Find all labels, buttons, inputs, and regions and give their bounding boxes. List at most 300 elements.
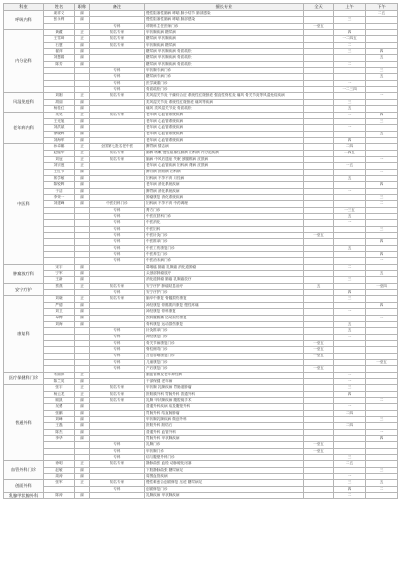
morning-cell: 一 <box>334 309 366 315</box>
afternoon-cell: 四 <box>366 436 398 442</box>
morning-cell: 二四 <box>334 410 366 416</box>
doctor-title-cell: 正 <box>75 391 90 397</box>
doctor-title-cell: 正 <box>75 156 90 162</box>
doctor-name-cell: 陈锐辉 <box>44 182 75 188</box>
morning-cell: 三 <box>334 296 366 302</box>
afternoon-cell: 四 <box>366 239 398 245</box>
afternoon-cell: 三 <box>366 467 398 473</box>
specialty-cell: 中医皮肤科门诊 <box>145 214 304 220</box>
remark-cell: 专科 <box>90 80 145 86</box>
specialty-cell: 妇科病 不孕不育 月经病 <box>145 175 304 181</box>
doctor-name-cell: 孙卓娜 <box>44 144 75 150</box>
afternoon-cell: 五 <box>366 74 398 80</box>
morning-cell: 一 <box>334 378 366 384</box>
morning-cell: 一 <box>334 125 366 131</box>
all-day-cell: 五 <box>304 283 334 289</box>
all-day-cell: 一至五 <box>304 353 334 359</box>
specialty-cell: 乳腺 甲状腺疾病 腹腔镜手术 <box>145 397 304 403</box>
header-specialty: 擅长专业 <box>145 4 304 11</box>
doctor-title-cell: 副 <box>75 302 90 308</box>
specialty-cell: 下肢静脉曲张 糖尿病足 <box>145 467 304 473</box>
morning-cell: 三 <box>334 385 366 391</box>
specialty-cell: 类风湿关节炎 系统性红斑狼疮 痛风等疾病 <box>145 99 304 105</box>
specialty-cell: 慢性阻塞性肺病 哮喘 肺小结节 肺部感染 <box>145 11 304 17</box>
doctor-name-cell: 宁军 <box>44 271 75 277</box>
doctor-title-cell: 副 <box>75 61 90 67</box>
doctor-title-cell: 副 <box>75 99 90 105</box>
doctor-name-cell: 刘刚 <box>44 93 75 99</box>
header-morning: 上午 <box>334 4 366 11</box>
doctor-name-cell: 陈芳 <box>44 61 75 67</box>
doctor-name-cell: 胡丽 <box>44 99 75 105</box>
doctor-title-cell: 正 <box>75 461 90 467</box>
morning-cell: 五 <box>334 214 366 220</box>
specialty-cell: 创面修复门诊 <box>145 486 304 492</box>
afternoon-cell: 二 <box>366 315 398 321</box>
afternoon-cell: 一 <box>366 429 398 435</box>
doctor-title-cell: 正 <box>75 93 90 99</box>
remark-cell: 知名专家 <box>90 93 145 99</box>
specialty-cell: 鼻咽癌 肺癌 乳腺癌 消化道肿瘤 <box>145 264 304 270</box>
specialty-cell: 老年病 消化系统疾病 <box>145 182 304 188</box>
afternoon-cell: 四 <box>366 49 398 55</box>
doctor-name-cell: 李华 <box>44 436 75 442</box>
morning-cell: 四 <box>334 486 366 492</box>
morning-cell: 五 <box>334 106 366 112</box>
morning-cell: 二 <box>334 493 366 499</box>
doctor-name-cell: 王雪琦 <box>44 36 75 42</box>
specialty-cell: 疝与腹壁外科门诊 <box>145 455 304 461</box>
specialty-cell: 颈肩腰腿痛 运动损伤康复 <box>145 315 304 321</box>
doctor-title-cell: 副 <box>75 49 90 55</box>
morning-cell: 三 <box>334 277 366 283</box>
doctor-name-cell: 徐晓辉 <box>44 131 75 137</box>
all-day-cell <box>304 493 334 499</box>
morning-cell: 二四五 <box>334 150 366 156</box>
doctor-title-cell: 副 <box>75 423 90 429</box>
doctor-title-cell: 副 <box>75 397 90 403</box>
morning-cell: 一三五 <box>334 207 366 213</box>
doctor-name-cell: 张军 <box>44 480 75 486</box>
doctor-title-cell: 正 <box>75 150 90 156</box>
doctor-title-cell: 正 <box>75 163 90 169</box>
department-name: 安宁疗护 <box>4 283 44 296</box>
morning-cell: 四 <box>334 137 366 143</box>
remark-cell: 知名专家 <box>90 156 145 162</box>
doctor-name-cell: 周涛 <box>44 474 75 480</box>
specialty-cell: 胃肠外科 结直肠肿瘤 <box>145 410 304 416</box>
remark-cell: 中医妇科门诊 <box>90 201 145 207</box>
remark-cell: 专科 <box>90 207 145 213</box>
doctor-title-cell: 副 <box>75 188 90 194</box>
doctor-name-cell: 赵敏 <box>44 467 75 473</box>
afternoon-cell: 二 <box>366 201 398 207</box>
doctor-name-cell: 姜祥义 <box>44 11 75 17</box>
doctor-name-cell: 陈杰 <box>44 429 75 435</box>
doctor-name-cell: 陈涛 <box>44 493 75 499</box>
afternoon-cell: 四 <box>366 112 398 118</box>
morning-cell: 二 <box>334 372 366 378</box>
remark-cell: 专科 <box>90 328 145 334</box>
remark-cell: 专科 <box>90 68 145 74</box>
doctor-title-cell: 副 <box>75 125 90 131</box>
remark-cell: 全国第七批名老中医 <box>90 144 145 150</box>
afternoon-cell: 三 <box>366 194 398 200</box>
afternoon-cell: 一 <box>366 93 398 99</box>
doctor-name-cell: 刘冠 <box>44 156 75 162</box>
specialty-cell: 慢性阻塞性肺病 哮喘 肺部感染 <box>145 17 304 23</box>
specialty-cell: 中医推拿门诊 <box>145 239 304 245</box>
morning-cell: 五 <box>334 245 366 251</box>
doctor-title-cell: 副 <box>75 404 90 410</box>
afternoon-cell: 三 <box>366 118 398 124</box>
specialty-cell: 脊柱侧弯门诊 <box>145 347 304 353</box>
afternoon-cell: 二五 <box>366 11 398 17</box>
morning-cell: 一五 <box>334 163 366 169</box>
all-day-cell: 一至五 <box>304 442 334 448</box>
morning-cell: 四 <box>334 290 366 296</box>
specialty-cell: 老年病 心血管系统疾病 <box>145 131 304 137</box>
specialty-cell: 中医工伤康复门诊 <box>145 245 304 251</box>
specialty-cell: 肿瘤康复 消化系统疾病 <box>145 194 304 200</box>
afternoon-cell: 四 <box>366 252 398 258</box>
specialty-cell: 老年病 心血管系统疾病 <box>145 118 304 124</box>
specialty-cell: 中医针灸门诊 <box>145 233 304 239</box>
doctor-title-cell: 副 <box>75 55 90 61</box>
morning-cell: 二 <box>334 334 366 340</box>
doctor-title-cell: 正 <box>75 296 90 302</box>
remark-cell: 专科 <box>90 233 145 239</box>
afternoon-cell: 四 <box>366 182 398 188</box>
specialty-cell: 干部保健 老年病 <box>145 378 304 384</box>
specialty-cell: 乳腺门诊 <box>145 442 304 448</box>
doctor-name-cell: 刘卫 <box>44 309 75 315</box>
specialty-cell: 乳腺疾病 甲状腺疾病 <box>145 493 304 499</box>
doctor-name-cell: 刘海军 <box>44 137 75 143</box>
remark-cell: 知名专家 <box>90 296 145 302</box>
specialty-cell: 静脉曲张 血栓 动脉硬化闭塞 <box>145 461 304 467</box>
specialty-cell: 老年病 心血管系统疾病 <box>145 125 304 131</box>
doctor-title-cell: 副 <box>75 201 90 207</box>
all-day-cell: 一至五 <box>304 340 334 346</box>
specialty-cell: 骨质疏松门诊 <box>145 87 304 93</box>
doctor-name-cell: 刘慧娟 <box>44 55 75 61</box>
doctor-title-cell: 副 <box>75 271 90 277</box>
doctor-title-cell: 副 <box>75 378 90 384</box>
remark-cell: 专科 <box>90 486 145 492</box>
table-row <box>4 493 398 499</box>
doctor-name-cell: 吴昊 <box>44 112 75 118</box>
doctor-title-cell: 副 <box>75 106 90 112</box>
doctor-title-cell: 副 <box>75 264 90 270</box>
doctor-name-cell: 杨桂红 <box>44 106 75 112</box>
morning-cell: 一 <box>334 474 366 480</box>
department-name: 普通外科 <box>4 385 44 461</box>
afternoon-cell: 五 <box>366 55 398 61</box>
specialty-cell: 中医治未病门诊 <box>145 258 304 264</box>
morning-cell: 五 <box>334 328 366 334</box>
doctor-name-cell: 张永利 <box>44 17 75 23</box>
header-all-day: 全天 <box>304 4 334 11</box>
remark-cell: 专科 <box>90 87 145 93</box>
department-name: 创面外科 <box>4 480 44 493</box>
doctor-name-cell: 黄藏 <box>44 30 75 36</box>
specialty-cell: 周围血管疾病 <box>145 474 304 480</box>
doctor-title-cell: 副 <box>75 182 90 188</box>
specialty-cell: 甲状腺专病门诊 <box>145 68 304 74</box>
header-afternoon: 下午 <box>366 4 398 11</box>
afternoon-cell: 五 <box>366 131 398 137</box>
specialty-cell: 普通外科疾病 疝及腹壁外科 <box>145 404 304 410</box>
specialty-cell: 糖尿病专病门诊 <box>145 74 304 80</box>
doctor-name-cell: 刘宗莲 <box>44 163 75 169</box>
doctor-title-cell: 副 <box>75 309 90 315</box>
header-remark: 备注 <box>90 4 145 11</box>
doctor-title-cell: 副 <box>75 137 90 143</box>
doctor-name-cell: 王新 <box>44 277 75 283</box>
doctor-name-cell: 严德 <box>44 302 75 308</box>
remark-cell: 专科 <box>90 245 145 251</box>
doctor-title-cell: 正 <box>75 480 90 486</box>
department-name: 康复科 <box>4 296 44 372</box>
doctor-name-cell: 于洁 <box>44 188 75 194</box>
remark-cell: 专科 <box>90 214 145 220</box>
doctor-name-cell: 蔡燕 <box>44 283 75 289</box>
specialty-cell: 消化道肿瘤 肺癌 乳腺癌放疗 <box>145 277 304 283</box>
schedule-body <box>4 11 398 499</box>
doctor-title-cell: 副 <box>75 410 90 416</box>
morning-cell: 二 <box>334 264 366 270</box>
remark-cell: 专科 <box>90 74 145 80</box>
specialty-cell: 医学减重门诊 <box>145 80 304 86</box>
morning-cell: 二 <box>334 61 366 67</box>
all-day-cell: 一至五 <box>304 233 334 239</box>
specialty-cell: 骨科康复 运动损伤康复 <box>145 321 304 327</box>
morning-cell: 一二三四 <box>334 87 366 93</box>
afternoon-cell: 五 <box>366 271 398 277</box>
specialty-cell: 安宁疗护 肿瘤姑息治疗 <box>145 283 304 289</box>
all-day-cell: 一至五 <box>304 23 334 29</box>
specialty-cell: 膏方门诊 <box>145 207 304 213</box>
morning-cell: 一 <box>334 404 366 410</box>
specialty-cell: 呼吸科主任医师门诊 <box>145 23 304 29</box>
morning-cell: 四 <box>334 391 366 397</box>
specialty-cell: 慢性难愈合创面修复 压疮 糖尿病足 <box>145 480 304 486</box>
doctor-name-cell: 石慧 <box>44 42 75 48</box>
specialty-cell: 妇科病 不孕不育 中药调理 <box>145 201 304 207</box>
header-dept: 科室 <box>4 4 44 11</box>
specialty-cell: 儿童康复门诊 <box>145 359 304 365</box>
doctor-title-cell: 副 <box>75 493 90 499</box>
doctor-name-cell: 刘建峰 <box>44 201 75 207</box>
doctor-title-cell: 正 <box>75 283 90 289</box>
remark-cell: 知名专家 <box>90 30 145 36</box>
doctor-title-cell: 正 <box>75 30 90 36</box>
doctor-name-cell: 刘晓 <box>44 296 75 302</box>
remark-cell: 知名专家 <box>90 42 145 48</box>
doctor-title-cell: 正 <box>75 372 90 378</box>
specialty-cell: 骨关节病康复门诊 <box>145 340 304 346</box>
remark-cell: 知名专家 <box>90 150 145 156</box>
doctor-name-cell: 卓梅 <box>44 315 75 321</box>
department-name: 血管外科门诊 <box>4 461 44 480</box>
afternoon-cell: 二 <box>366 486 398 492</box>
doctor-name-cell: 李荣一 <box>44 194 75 200</box>
doctor-title-cell: 副 <box>75 436 90 442</box>
remark-cell: 专科 <box>90 359 145 365</box>
remark-cell: 知名专家 <box>90 36 145 42</box>
specialty-cell: 糖尿病 甲状腺疾病 骨质疏松 <box>145 49 304 55</box>
doctor-title-cell: 副 <box>75 17 90 23</box>
doctor-title-cell: 副 <box>75 131 90 137</box>
morning-cell: 三 <box>334 17 366 23</box>
doctor-name-cell: 张宇 <box>44 385 75 391</box>
specialty-cell: 肝胆胰外科 胃肠外科 普通外科 <box>145 391 304 397</box>
specialty-cell: 中医消化 <box>145 220 304 226</box>
doctor-name-cell: 朱丽萍 <box>44 372 75 378</box>
specialty-cell: 中医妇科 <box>145 226 304 232</box>
doctor-title-cell: 副 <box>75 194 90 200</box>
remark-cell: 专科 <box>90 353 145 359</box>
morning-cell: 三 <box>334 49 366 55</box>
specialty-cell: 甲状腺门诊 <box>145 448 304 454</box>
remark-cell: 专科 <box>90 340 145 346</box>
remark-cell: 知名专家 <box>90 112 145 118</box>
doctor-name-cell: 吴勇 <box>44 404 75 410</box>
afternoon-cell: 三 <box>366 417 398 423</box>
specialty-cell: 脑血管病及老年神经病 <box>145 372 304 378</box>
specialty-cell: 甲状腺乳腺疾病 微创外科 <box>145 417 304 423</box>
specialty-cell: 脾胃病 情志病 <box>145 144 304 150</box>
specialty-cell: 糖尿病 甲状腺疾病 骨质疏松 <box>145 61 304 67</box>
header-row <box>4 4 398 11</box>
afternoon-cell: 二 <box>366 169 398 175</box>
specialty-cell: 产后康复门诊 <box>145 366 304 372</box>
doctor-title-cell: 正 <box>75 36 90 42</box>
remark-cell: 专科 <box>90 23 145 29</box>
afternoon-cell: 四 <box>366 302 398 308</box>
department-name: 医疗保健科门诊 <box>4 372 44 385</box>
specialty-cell: 甲状腺疾病 糖尿病 <box>145 30 304 36</box>
specialty-cell: 痛风 类风湿关节炎 骨质疏松 <box>145 106 304 112</box>
doctor-title-cell: 副 <box>75 42 90 48</box>
doctor-title-cell: 副 <box>75 429 90 435</box>
doctor-name-cell: 郭学敏 <box>44 175 75 181</box>
specialty-cell: 老年病 心血管疾病 妇科病 肾病 皮肤病 <box>145 163 304 169</box>
morning-cell: 二四 <box>334 423 366 429</box>
remark-cell: 知名专家 <box>90 283 145 289</box>
specialty-cell: 神经康复门诊 <box>145 334 304 340</box>
morning-cell: 二 <box>334 112 366 118</box>
morning-cell: 三 <box>334 455 366 461</box>
afternoon-cell: 五 <box>366 480 398 486</box>
department-name: 老年病内科 <box>4 112 44 144</box>
specialty-cell: 胃肠外科 甲状腺疾病 <box>145 436 304 442</box>
department-name: 风湿免疫科 <box>4 93 44 112</box>
remark-cell: 专科 <box>90 252 145 258</box>
doctor-title-cell: 副 <box>75 474 90 480</box>
specialty-cell: 脾胃病 肝胆病 妇科病 <box>145 169 304 175</box>
specialty-cell: 甲状腺疾病 糖尿病 <box>145 42 304 48</box>
remark-cell: 知名专家 <box>90 461 145 467</box>
doctor-name-cell: 顾凯 <box>44 397 75 403</box>
remark-cell: 知名专家 <box>90 385 145 391</box>
remark-cell: 知名专家 <box>90 397 145 403</box>
specialty-cell: 脑卒中康复 脊髓损伤康复 <box>145 296 304 302</box>
specialty-cell: 头颈部肿瘤放疗 <box>145 271 304 277</box>
afternoon-cell: 一 <box>366 156 398 162</box>
specialty-cell: 糖尿病 甲状腺疾病 <box>145 36 304 42</box>
doctor-title-cell: 副 <box>75 417 90 423</box>
doctor-title-cell: 副 <box>75 11 90 17</box>
morning-cell: 三 <box>334 480 366 486</box>
specialty-cell: 中医养生门诊 <box>145 252 304 258</box>
specialty-cell: 老年病 心血管系统疾病 <box>145 137 304 143</box>
doctor-name-cell: 杨云龙 <box>44 391 75 397</box>
remark-cell: 专科 <box>90 239 145 245</box>
morning-cell: 四 <box>334 30 366 36</box>
morning-cell: 一 <box>334 188 366 194</box>
doctor-title-cell: 正 <box>75 144 90 150</box>
remark-cell: 专科 <box>90 290 145 296</box>
doctor-name-cell: 王磊 <box>44 423 75 429</box>
doctor-name-cell: 翟萍 <box>44 49 75 55</box>
department-name: 内分泌科 <box>4 30 44 93</box>
doctor-title-cell: 正 <box>75 112 90 118</box>
specialty-cell: 类风湿关节炎 干燥综合征 系统性红斑狼疮 强直性脊柱炎 痛风 骨关节炎等风湿免疫疾病 <box>145 93 304 99</box>
remark-cell: 专科 <box>90 347 145 353</box>
specialty-cell: 神经康复 骨科康复 <box>145 309 304 315</box>
specialty-cell: 老年病 心血管系统疾病 <box>145 112 304 118</box>
doctor-name-cell: 王光旭 <box>44 118 75 124</box>
morning-cell: 一 <box>334 80 366 86</box>
doctor-title-cell: 副 <box>75 467 90 473</box>
morning-cell: 二四 <box>334 144 366 150</box>
specialty-cell: 脑病 中风后遗症 失眠 颈腰椎病 皮肤病 <box>145 156 304 162</box>
specialty-cell: 肝胆外科 胆结石 <box>145 423 304 429</box>
specialty-cell: 普通外科 血管外科 <box>145 429 304 435</box>
header-name: 姓名 <box>44 4 75 11</box>
afternoon-cell: 二 <box>366 397 398 403</box>
specialty-cell: 糖尿病 甲状腺疾病 骨质疏松 <box>145 55 304 61</box>
afternoon-cell: 一 <box>366 258 398 264</box>
doctor-name-cell: 徐明 <box>44 461 75 467</box>
doctor-name-cell: 赵健华 <box>44 150 75 156</box>
header-title: 职称 <box>75 4 90 11</box>
remark-cell: 专科 <box>90 334 145 340</box>
all-day-cell: 一至五 <box>304 347 334 353</box>
afternoon-cell: 三 <box>366 68 398 74</box>
morning-cell: 一 <box>334 220 366 226</box>
remark-cell: 专科 <box>90 366 145 372</box>
specialty-cell: 甲状腺 乳腺疾病 胃肠道肿瘤 <box>145 385 304 391</box>
remark-cell: 知名专家 <box>90 391 145 397</box>
morning-cell: 五 <box>334 175 366 181</box>
specialty-cell: 针灸推拿门诊 <box>145 328 304 334</box>
remark-cell <box>90 493 145 499</box>
specialty-cell: 脾胃病 消化系统疾病 <box>145 188 304 194</box>
doctor-name-cell: 刘洪斌 <box>44 125 75 131</box>
doctor-name-cell: 陈兰英 <box>44 378 75 384</box>
department-name: 呼吸内科 <box>4 11 44 30</box>
afternoon-cell: 三 <box>366 226 398 232</box>
department-name: 乳腺甲状腺外科 <box>4 493 44 499</box>
afternoon-cell: 一至五 <box>366 359 398 365</box>
all-day-cell: 一至五 <box>304 366 334 372</box>
remark-cell: 专科 <box>90 442 145 448</box>
doctor-title-cell: 正 <box>75 385 90 391</box>
doctor-title-cell: 副 <box>75 315 90 321</box>
